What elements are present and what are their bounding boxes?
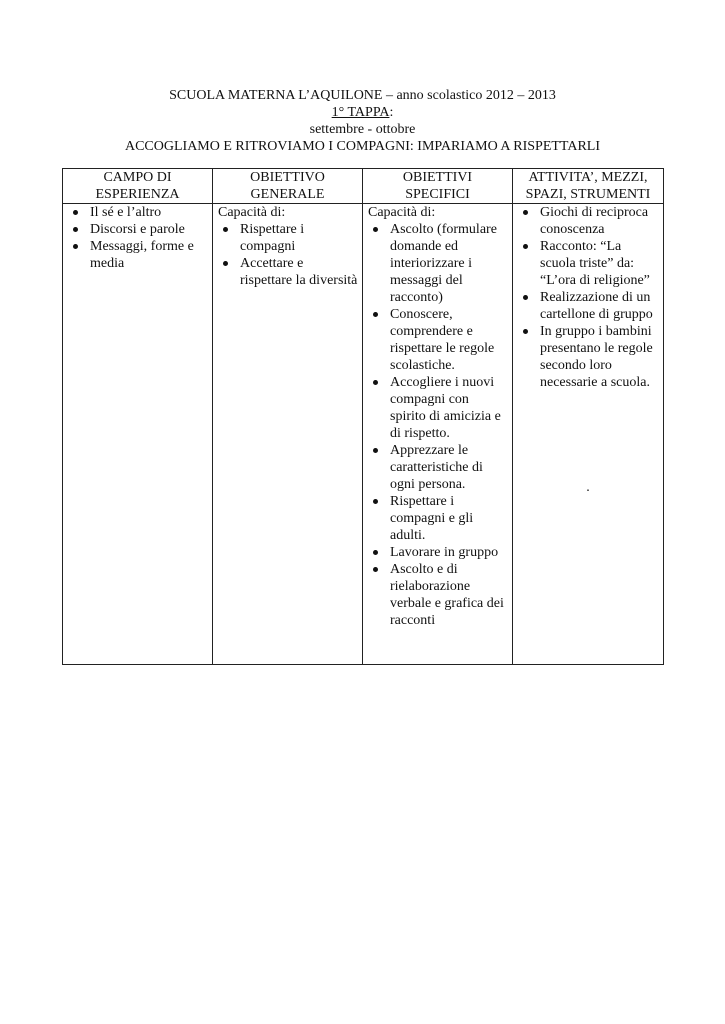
cell-specifici <box>363 204 513 665</box>
stage-title <box>0 104 725 121</box>
period-line: settembre - ottobre <box>309 122 416 137</box>
list-item: Rispettare i compagni <box>217 221 358 255</box>
list-item: Messaggi, forme e media <box>67 238 208 272</box>
planning-table <box>62 168 664 665</box>
list-item: Lavorare in gruppo <box>367 544 508 561</box>
list-item: Accettare e rispettare la diversità <box>217 255 358 289</box>
specifici-intro: Capacità di: <box>368 205 436 220</box>
list-item: Rispettare i compagni e gli adulti. <box>367 493 508 544</box>
header-specifici: OBIETTIVI SPECIFICI <box>363 169 513 204</box>
list-item: Giochi di reciproca conoscenza <box>517 204 659 238</box>
list-item: Realizzazione di un cartellone di gruppo <box>517 289 659 323</box>
school-year-title: SCUOLA MATERNA L’AQUILONE – anno scolastico 2012 – 2013 <box>169 88 556 103</box>
list-item: In gruppo i bambini presentano le regole secondo loro necessarie a scuola. <box>517 323 659 391</box>
list-item: Apprezzare le caratteristiche di ogni persona. <box>367 442 508 493</box>
trailing-mark: . <box>586 480 590 495</box>
stage-label: 1° TAPPA <box>331 105 390 120</box>
document-header <box>0 87 725 155</box>
stage-suffix: : <box>389 105 394 120</box>
list-item: Conoscere, comprendere e rispettare le regole scolastiche. <box>367 306 508 374</box>
cell-attivita <box>513 204 664 665</box>
list-item: Accogliere i nuovi compagni con spirito di amicizia e di rispetto. <box>367 374 508 442</box>
generale-intro: Capacità di: <box>218 205 286 220</box>
cell-campo <box>63 204 213 665</box>
header-campo: CAMPO DI ESPERIENZA <box>63 169 213 204</box>
table-body-row <box>63 204 664 665</box>
cell-generale <box>213 204 363 665</box>
list-item: Racconto: “La scuola triste” da: “L’ora di religione” <box>517 238 659 289</box>
table-header-row <box>63 169 664 204</box>
list-item: Ascolto (formulare domande ed interiorizzare i messaggi del racconto) <box>367 221 508 306</box>
header-attivita: ATTIVITA’, MEZZI, SPAZI, STRUMENTI <box>513 169 664 204</box>
list-item: Discorsi e parole <box>67 221 208 238</box>
theme-title: ACCOGLIAMO E RITROVIAMO I COMPAGNI: IMPARIAMO A RISPETTARLI <box>124 139 601 154</box>
list-item: Il sé e l’altro <box>67 204 208 221</box>
list-item: Ascolto e di rielaborazione verbale e grafica dei racconti <box>367 561 508 629</box>
header-generale: OBIETTIVO GENERALE <box>213 169 363 204</box>
